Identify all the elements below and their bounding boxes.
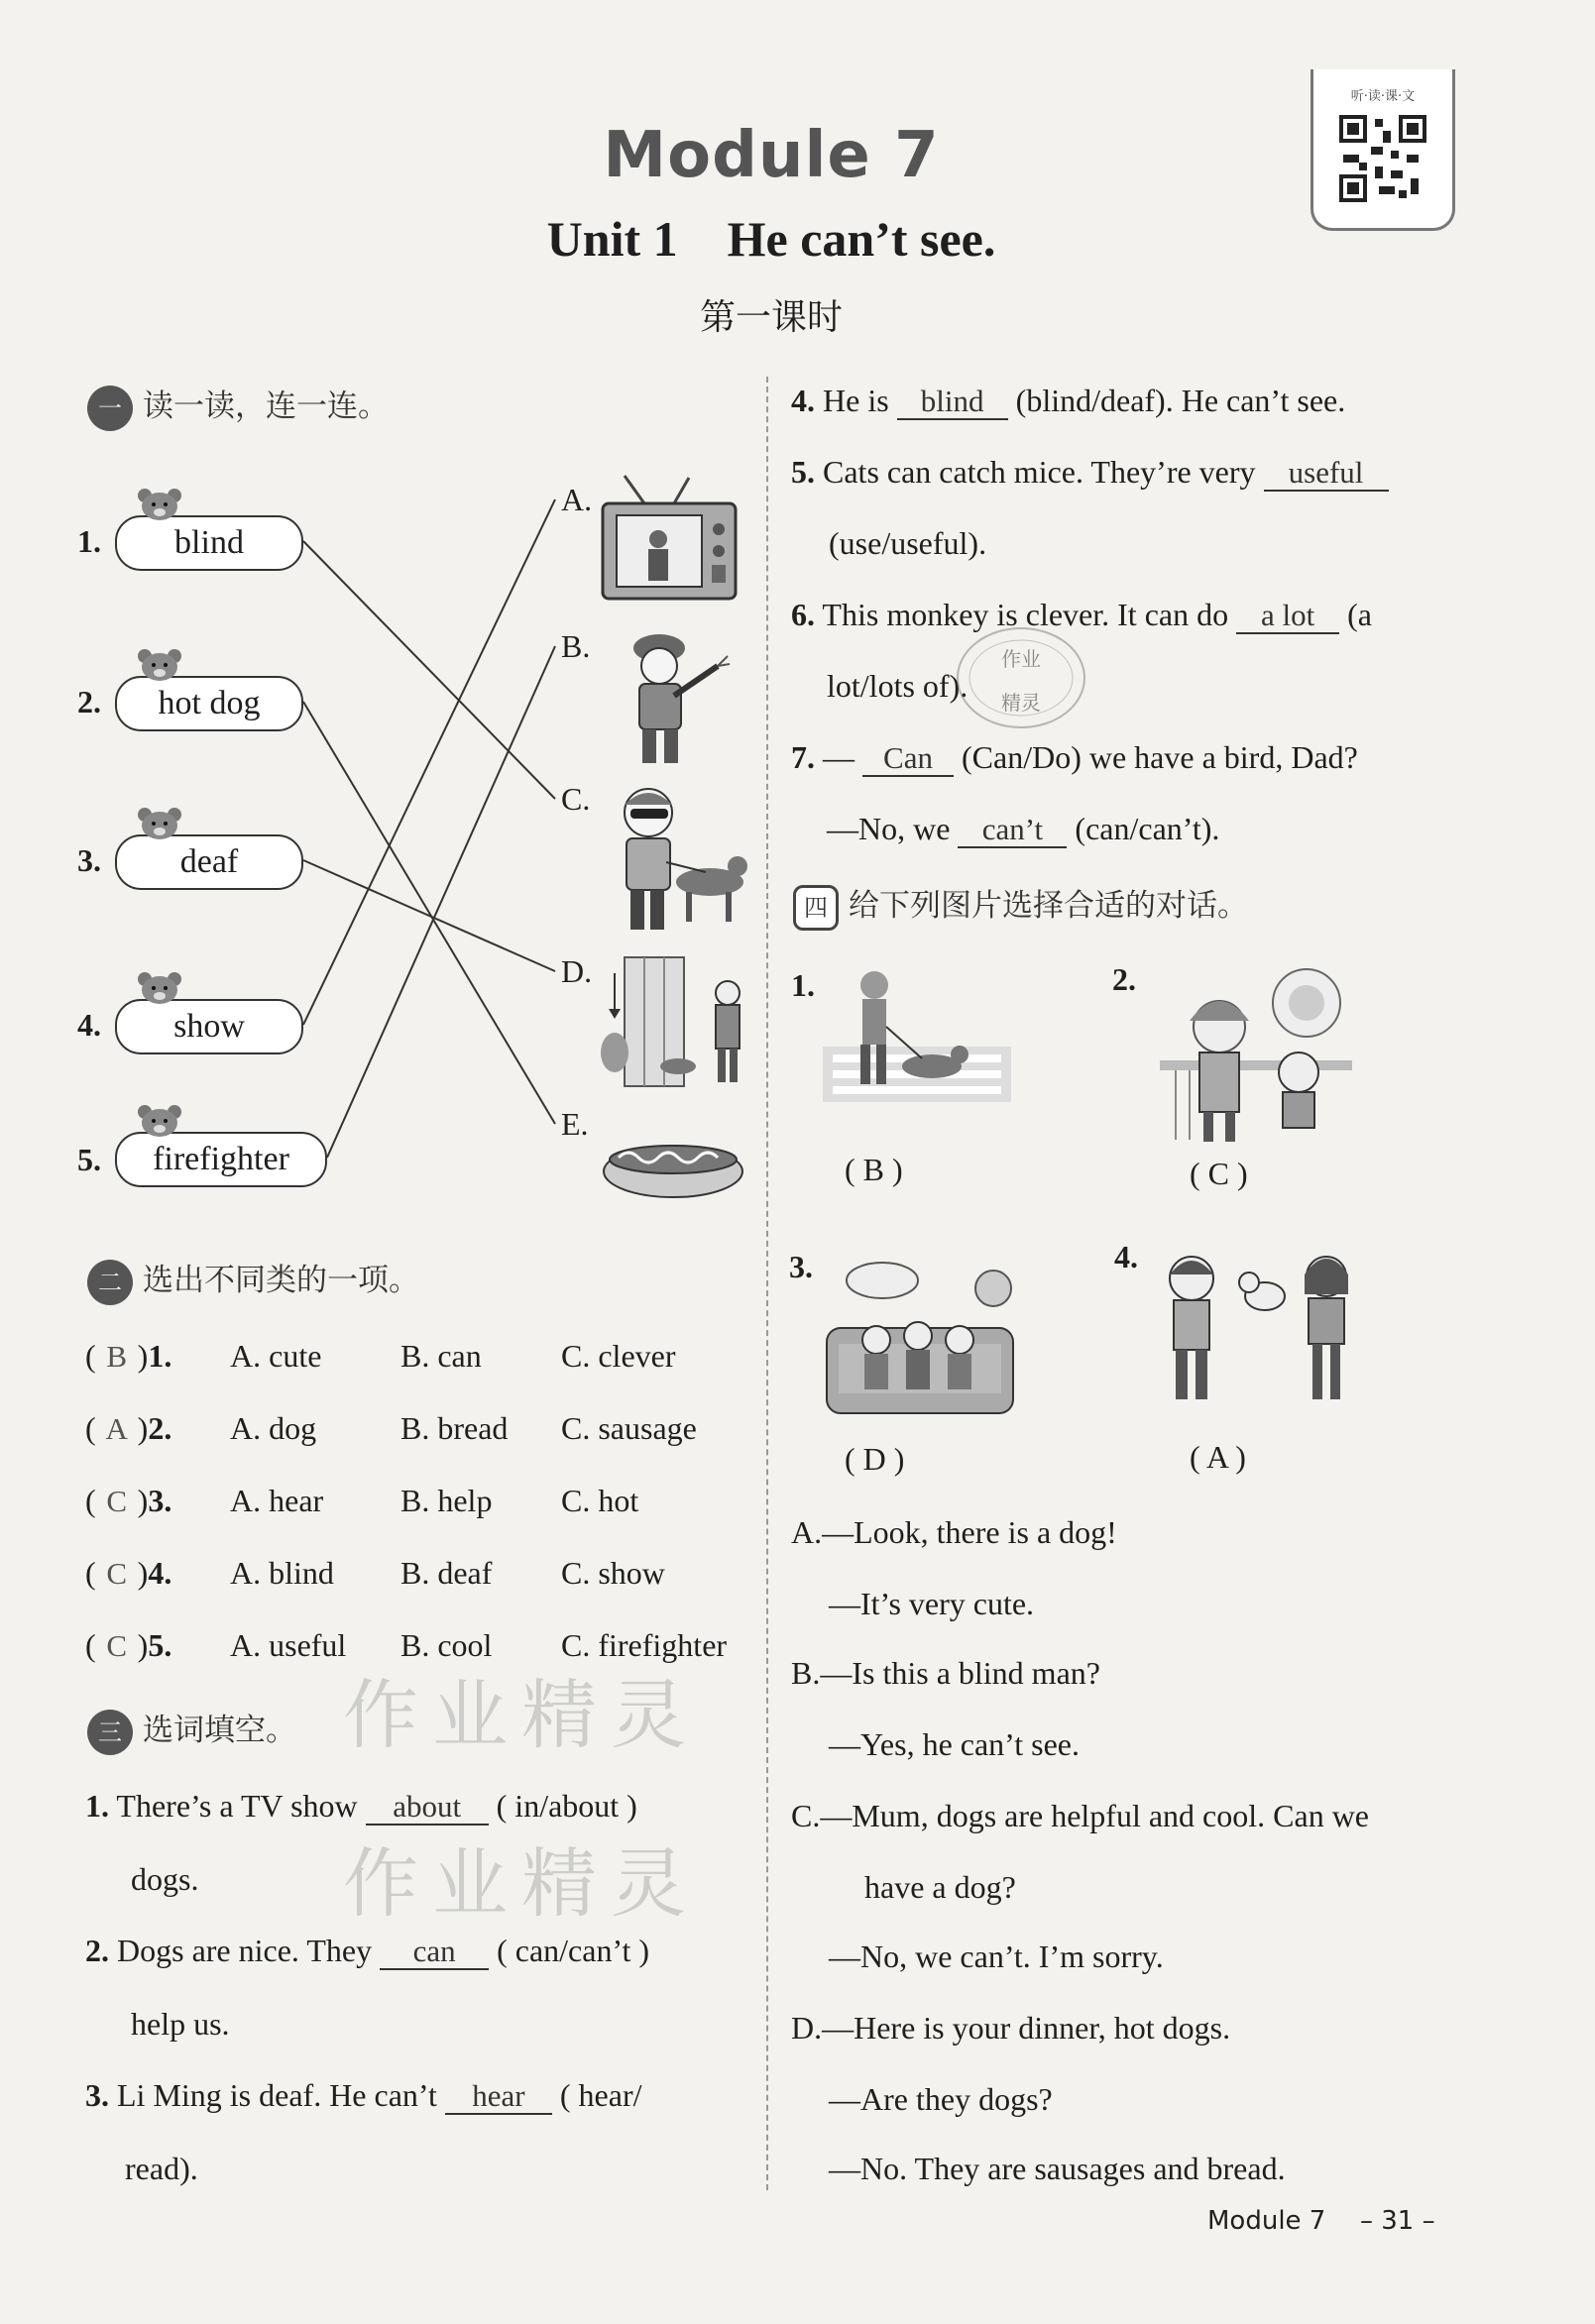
fill-blank-q6: 6. This monkey is clever. It can do a lot (a <box>791 597 1372 632</box>
q1-continuation: dogs. <box>131 1861 199 1897</box>
fill-blank-q7: 7. — Can (Can/Do) we have a bird, Dad? <box>791 739 1358 775</box>
footer-module: Module 7 <box>1207 2206 1326 2236</box>
picture-number: 1. <box>791 967 815 1003</box>
word-pill-firefighter[interactable]: firefighter <box>115 1132 327 1187</box>
tv-picture[interactable] <box>595 474 741 608</box>
picture-answer[interactable]: ( C ) <box>1190 1156 1248 1191</box>
option-b: B. bread <box>400 1410 509 1446</box>
dialog-c-line1: C.—Mum, dogs are helpful and cool. Can we <box>791 1798 1369 1833</box>
dialog-b-line2: —Yes, he can’t see. <box>829 1726 1080 1762</box>
word-number: 5. <box>77 1142 101 1177</box>
option-c: C. show <box>561 1555 665 1591</box>
dialog-c-line2: —No, we can’t. I’m sorry. <box>829 1938 1164 1974</box>
answer-blank[interactable]: blind <box>897 385 1008 420</box>
dialog-b-line1: B.—Is this a blind man? <box>791 1655 1100 1691</box>
section-3-title: 选词填空。 <box>143 1713 296 1748</box>
answer-value[interactable]: C <box>106 1556 127 1591</box>
item-number: 3. <box>148 1483 172 1518</box>
option-b: B. deaf <box>400 1555 493 1591</box>
column-divider <box>766 377 768 2190</box>
match-line <box>303 702 555 1124</box>
section-4-title: 给下列图片选择合适的对话。 <box>849 888 1248 924</box>
item-number: 1. <box>148 1338 172 1374</box>
answer-blank[interactable]: Can <box>862 741 954 777</box>
odd-one-out-row: ( C )4. <box>85 1555 172 1591</box>
odd-one-out-row: ( B )1. <box>85 1338 172 1374</box>
word-number: 2. <box>77 684 101 719</box>
bear-icon <box>135 646 184 682</box>
q2-continuation: help us. <box>131 2006 230 2042</box>
picture-label: A. <box>561 482 593 517</box>
picture-label: C. <box>561 781 591 817</box>
word-number: 3. <box>77 842 101 878</box>
option-a: A. cute <box>230 1338 322 1374</box>
odd-one-out-row: ( C )5. <box>85 1627 172 1663</box>
section-4-heading <box>793 880 1248 931</box>
module-title: Module 7 <box>603 119 940 192</box>
option-a: A. dog <box>230 1410 317 1446</box>
option-a: A. hear <box>230 1483 324 1518</box>
stamp-watermark-icon <box>952 618 1090 737</box>
hot-dog-picture[interactable] <box>599 1118 747 1207</box>
picture-label: B. <box>561 628 591 664</box>
qr-label: 听·读·课·文 <box>1350 89 1416 104</box>
fill-blank-q2: 2. Dogs are nice. They can ( can/can’t ) <box>85 1933 650 1968</box>
option-c: C. firefighter <box>561 1627 728 1663</box>
picture-answer[interactable]: ( A ) <box>1190 1439 1246 1475</box>
fill-blank-q5: 5. Cats can catch mice. They’re very useful <box>791 454 1389 492</box>
item-number: 4. <box>148 1555 172 1591</box>
section-3-heading <box>87 1705 296 1755</box>
option-c: C. sausage <box>561 1410 697 1446</box>
section-2-heading <box>87 1255 419 1305</box>
picture-number: 4. <box>1114 1239 1138 1274</box>
option-b: B. cool <box>400 1627 493 1663</box>
word-pill-blind[interactable]: blind <box>115 515 303 571</box>
picture-label: E. <box>561 1106 589 1142</box>
word-number: 1. <box>77 523 101 559</box>
option-b: B. help <box>400 1483 493 1518</box>
family-sofa-picture[interactable] <box>823 1255 1017 1419</box>
answer-blank[interactable]: a lot <box>1236 599 1339 634</box>
dialog-a-line2: —It’s very cute. <box>829 1586 1035 1621</box>
section-1-badge: 一 <box>87 386 133 431</box>
answer-blank[interactable]: useful <box>1264 456 1389 492</box>
picture-label: D. <box>561 953 593 989</box>
picture-answer[interactable]: ( B ) <box>845 1152 903 1187</box>
q3-continuation: read). <box>125 2151 198 2186</box>
option-a: A. blind <box>230 1555 334 1591</box>
unit-title: Unit 1 He can’t see. <box>546 211 996 267</box>
answer-blank[interactable]: about <box>366 1790 489 1826</box>
bear-icon <box>135 805 184 840</box>
picture-answer[interactable]: ( D ) <box>845 1441 905 1477</box>
odd-one-out-row: ( A )2. <box>85 1410 172 1446</box>
fill-blank-q1: 1. There’s a TV show about ( in/about ) <box>85 1788 637 1824</box>
option-c: C. hot <box>561 1483 639 1518</box>
stamp-text-top: 作业 <box>1001 647 1041 671</box>
section-2-title: 选出不同类的一项。 <box>143 1263 419 1298</box>
watermark: 作业精灵 <box>343 1839 700 1928</box>
word-number: 4. <box>77 1007 101 1043</box>
kids-and-dog-picture[interactable] <box>1154 1251 1366 1407</box>
answer-blank[interactable]: hear <box>445 2079 552 2115</box>
answer-blank[interactable]: can <box>380 1935 489 1970</box>
dialog-c-line1b: have a dog? <box>864 1869 1016 1905</box>
word-pill-deaf[interactable]: deaf <box>115 834 303 890</box>
bear-icon <box>135 1102 184 1138</box>
dialog-d-line1: D.—Here is your dinner, hot dogs. <box>791 2010 1231 2046</box>
section-1-title: 读一读，连一连。 <box>143 388 389 424</box>
fill-blank-q3: 3. Li Ming is deaf. He can’t hear ( hear/ <box>85 2077 642 2113</box>
stamp-text-bottom: 精灵 <box>1001 691 1041 715</box>
dialog-a-line1: A.—Look, there is a dog! <box>791 1514 1117 1550</box>
blind-man-picture[interactable] <box>607 783 755 941</box>
section-2-badge: 二 <box>87 1260 133 1305</box>
section-4-badge: 四 <box>793 885 839 931</box>
option-c: C. clever <box>561 1338 676 1374</box>
option-b: B. can <box>400 1338 482 1374</box>
page-number: – 31 – <box>1360 2206 1435 2236</box>
answer-value[interactable]: A <box>105 1411 128 1446</box>
deaf-man-picture[interactable] <box>595 953 753 1090</box>
word-pill-hot-dog[interactable]: hot dog <box>115 676 303 731</box>
odd-one-out-row: ( C )3. <box>85 1483 172 1518</box>
answer-value[interactable]: B <box>106 1339 127 1374</box>
option-a: A. useful <box>230 1627 347 1663</box>
section-3-badge: 三 <box>87 1710 133 1755</box>
firefighter-picture[interactable] <box>615 626 734 775</box>
picture-number: 3. <box>789 1249 813 1284</box>
match-line <box>303 860 555 971</box>
dialog-d-line2: —Are they dogs? <box>829 2081 1053 2117</box>
picture-number: 2. <box>1112 961 1136 997</box>
dialog-d-line3: —No. They are sausages and bread. <box>829 2151 1286 2186</box>
watermark: 作业精灵 <box>343 1671 700 1759</box>
item-number: 5. <box>148 1627 172 1663</box>
q6-continuation: lot/lots of). <box>827 668 968 704</box>
bear-icon <box>135 486 184 521</box>
fill-blank-q4: 4. He is blind (blind/deaf). He can’t see. <box>791 383 1346 418</box>
q5-continuation: (use/useful). <box>829 525 987 561</box>
word-pill-show[interactable]: show <box>115 999 303 1054</box>
bear-icon <box>135 969 184 1005</box>
answer-value[interactable]: C <box>106 1484 127 1518</box>
item-number: 2. <box>148 1410 172 1446</box>
match-line <box>303 499 555 1025</box>
blind-man-crossing-picture[interactable] <box>823 967 1011 1116</box>
q7-second-line: —No, we can’t (can/can’t). <box>827 811 1220 846</box>
answer-blank[interactable]: can’t <box>958 813 1067 848</box>
lesson-title: 第一课时 <box>699 297 843 338</box>
answer-value[interactable]: C <box>106 1628 127 1663</box>
mum-and-kid-picture[interactable] <box>1160 961 1352 1146</box>
